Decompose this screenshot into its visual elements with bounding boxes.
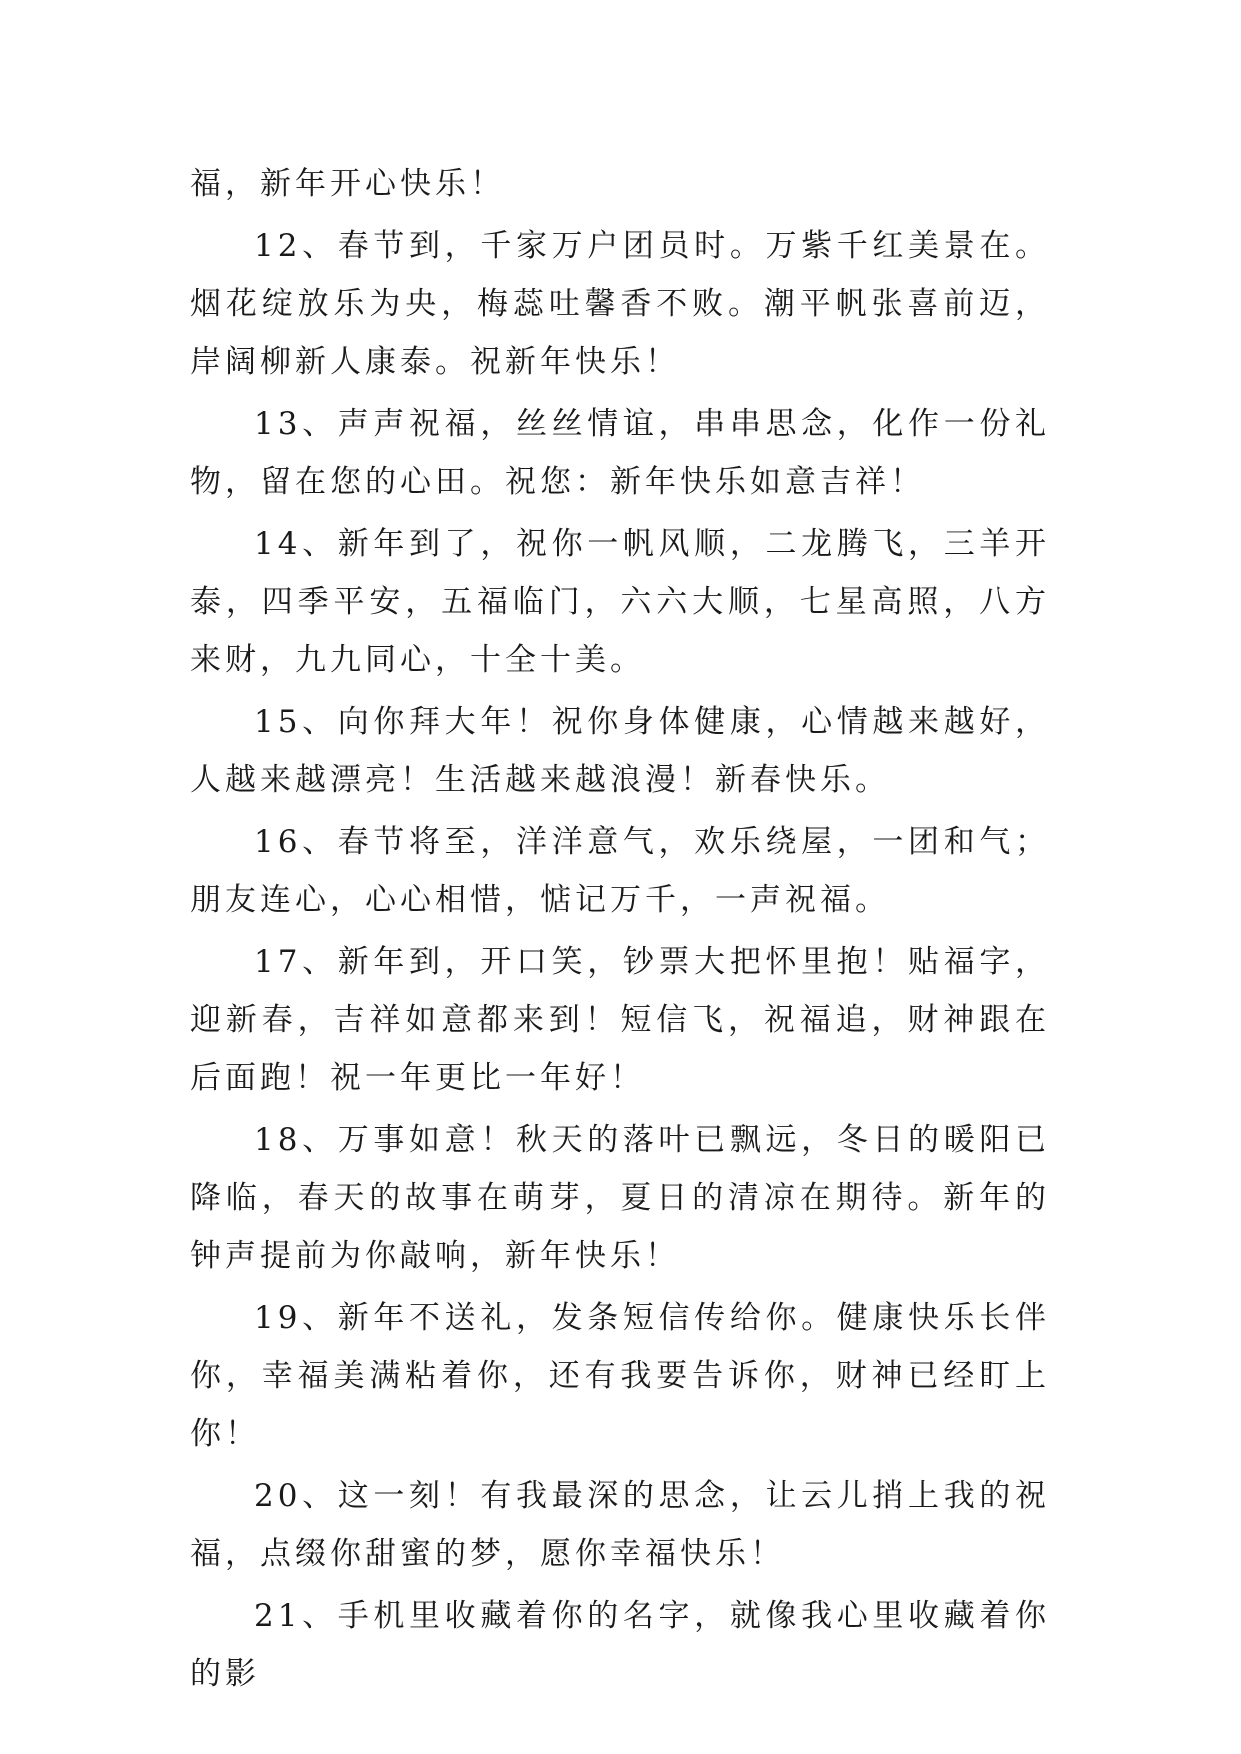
paragraph-20: 20、这一刻！有我最深的思念，让云儿捎上我的祝福，点缀你甜蜜的梦，愿你幸福快乐！ [190, 1478, 1050, 1572]
paragraph-19: 19、新年不送礼，发条短信传给你。健康快乐长伴你，幸福美满粘着你，还有我要告诉你，财神已经盯上你！ [190, 1300, 1050, 1452]
paragraph-continuation: 福，新年开心快乐！ [190, 166, 505, 202]
paragraph-17: 17、新年到，开口笑，钞票大把怀里抱！贴福字，迎新春，吉祥如意都来到！短信飞，祝福追，财神跟在后面跑！祝一年更比一年好！ [190, 944, 1050, 1096]
document-page [190, 155, 1050, 1707]
paragraph-18: 18、万事如意！秋天的落叶已飘远，冬日的暖阳已降临，春天的故事在萌芽，夏日的清凉在期待。新年的钟声提前为你敲响，新年快乐！ [190, 1122, 1050, 1274]
paragraph-12: 12、春节到，千家万户团员时。万紫千红美景在。烟花绽放乐为央，梅蕊吐馨香不败。潮平帆张喜前迈，岸阔柳新人康泰。祝新年快乐！ [190, 228, 1050, 380]
paragraph-15: 15、向你拜大年！祝你身体健康，心情越来越好，人越来越漂亮！生活越来越浪漫！新春快乐。 [190, 704, 1050, 798]
paragraph-13: 13、声声祝福，丝丝情谊，串串思念，化作一份礼物，留在您的心田。祝您：新年快乐如意吉祥！ [190, 406, 1050, 500]
paragraph-21: 21、手机里收藏着你的名字，就像我心里收藏着你的影 [190, 1598, 1050, 1692]
paragraph-16: 16、春节将至，洋洋意气，欢乐绕屋，一团和气；朋友连心，心心相惜，惦记万千，一声祝福。 [190, 824, 1050, 918]
paragraph-14: 14、新年到了，祝你一帆风顺，二龙腾飞，三羊开泰，四季平安，五福临门，六六大顺，七星高照，八方来财，九九同心，十全十美。 [190, 526, 1050, 678]
